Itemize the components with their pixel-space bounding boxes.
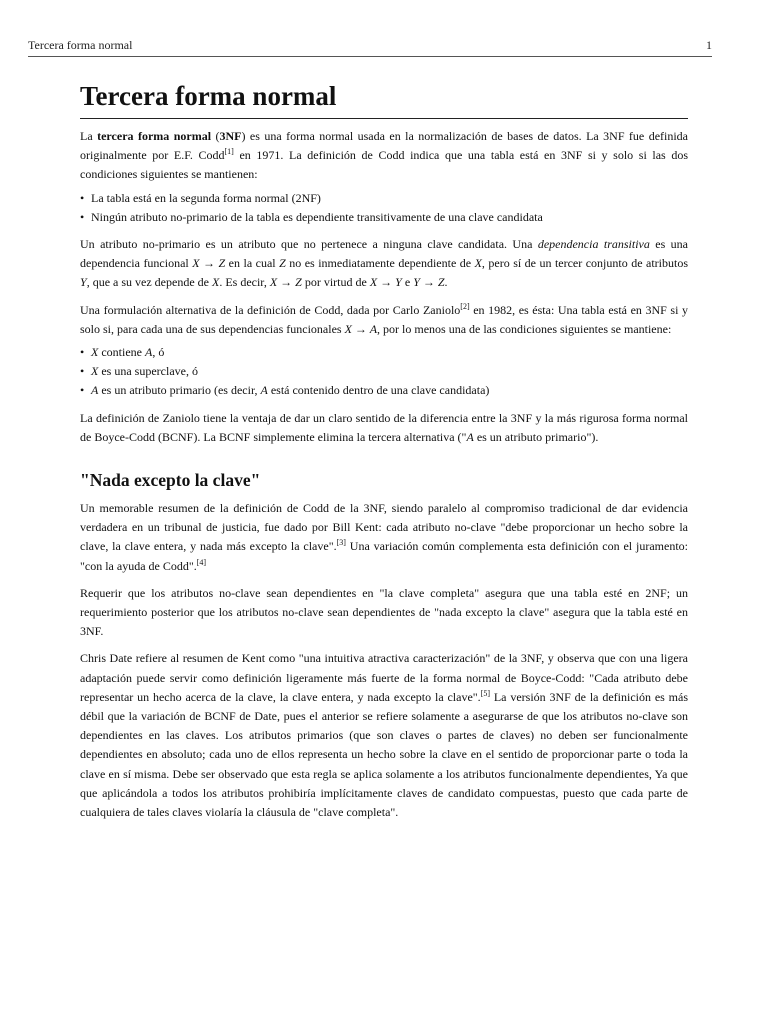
text-run: en la cual <box>225 256 280 271</box>
text-run: , ó <box>152 345 165 360</box>
text-run: , por lo menos una de las condiciones siguientes se mantiene: <box>377 321 672 336</box>
text-run: está contenido dentro de una clave candidata) <box>267 383 490 398</box>
page-title: Tercera forma normal <box>80 76 688 119</box>
bold-abbrev: 3NF <box>219 129 242 143</box>
text-run: La versión 3NF de la definición es más débil que la variación de BCNF de Date, pues el anterior se refiere solamente a asegurarse de que los atributos no-clave son dependientes en las claves. Los atributos primarios (que son claves o partes de claves) no deben ser funcionalmente dependientes en absoluto; cada uno de ellos representa un hecho sobre la clave en el sentido de proporcionar parte o toda la clave en sí misma. Debe ser observado que esta regla se aplica solamente a los atributos funcionalmente dependientes, Ya que que aplicándola a todos los atributos prohibiría implícitamente claves de candidato compuestas, puesto que cada parte de cualquiera de tales claves violaría la cláusula de "clave completa". <box>80 689 688 820</box>
text-run: es una dependencia funcional <box>80 237 689 271</box>
italic-term: dependencia transitiva <box>537 237 650 252</box>
bold-term: tercera forma normal <box>97 129 212 143</box>
list-item: • La tabla está en la segunda forma normal (2NF) <box>80 189 688 208</box>
math-expression: X → Z <box>269 275 302 290</box>
math-variable: A <box>466 429 474 444</box>
math-variable: Z <box>279 256 286 271</box>
text-run: La <box>80 129 98 143</box>
math-variable: X <box>211 275 220 290</box>
citation-link[interactable]: [3] <box>336 538 346 548</box>
zaniolo-paragraph <box>80 301 688 339</box>
section-heading: "Nada excepto la clave" <box>80 470 261 491</box>
list-item <box>80 381 688 400</box>
text-run: ) es una forma normal usada en la normalización de bases de datos. La 3NF fue definida originalmente por E.F. Codd <box>80 129 689 163</box>
list-item: • Ningún atributo no-primario de la tabla es dependiente transitivamente de una clave candidata <box>80 208 688 227</box>
math-variable: A <box>260 383 268 398</box>
kent-paragraph <box>80 499 688 576</box>
text-run: es una superclave, ó <box>98 364 198 379</box>
math-expression: X → Y <box>369 275 402 290</box>
math-expression: Y → Z <box>413 275 445 290</box>
text-run: es un atributo primario"). <box>473 429 599 444</box>
conditions-list <box>80 189 688 227</box>
full-key-paragraph: Requerir que los atributos no-clave sean dependientes en "la clave completa" asegura que una tabla esté en 2NF; un requerimiento posterior que los atributos no-clave sean dependientes de "nada excepto la clave" asegura que la tabla esté en 3NF. <box>80 585 688 639</box>
math-variable: X <box>474 256 482 271</box>
math-variable: A <box>91 383 99 398</box>
intro-paragraph <box>80 127 688 185</box>
text-run: , que a su vez depende de <box>86 275 212 290</box>
text-run: es un atributo primario (es decir, <box>98 383 261 398</box>
text-run: . <box>444 275 448 290</box>
citation-link[interactable]: [1] <box>224 147 234 157</box>
text-run: Un memorable resumen de la definición de Codd de la 3NF, siendo paralelo al compromiso tradicional de dar evidencia verdadera en un tribunal de justicia, fue dado por Bill Kent: cada atributo no-clave "debe proporcionar un hecho sobre la clave, la clave entera, y nada más excepto la clave". <box>80 501 688 554</box>
text-run: contiene <box>98 345 145 360</box>
citation-link[interactable]: [5] <box>480 688 491 698</box>
math-variable: Y <box>80 275 87 290</box>
header-divider <box>28 56 712 57</box>
article-body <box>80 76 688 822</box>
text-run: por virtud de <box>301 275 370 290</box>
text-run: e <box>401 275 414 290</box>
date-paragraph <box>80 649 688 822</box>
text-run: , pero sí de un tercer conjunto de atributos <box>481 256 689 271</box>
text-run: Chris Date refiere al resumen de Kent como "una intuitiva atractiva caracterización" de la 3NF, y observa que con una ligera adaptación puede servir como definición ligeramente más fuerte de la forma normal de Boyce-Codd: "Cada atributo debe representar un hecho acerca de la clave, la clave entera, y nada excepto la clave". <box>80 651 688 704</box>
list-item <box>80 362 688 381</box>
text-run: ( <box>211 129 220 143</box>
text-run: La definición de Zaniolo tiene la ventaja de dar un claro sentido de la diferencia entre la 3NF y la más rigurosa forma normal de Boyce-Codd (BCNF). La BCNF simplemente elimina la tercera alternativa (" <box>80 410 688 444</box>
text-run: en 1971. La definición de Codd indica que una tabla está en 3NF si y solo si las dos condiciones siguientes se mantienen: <box>80 148 688 182</box>
list-item <box>80 343 688 362</box>
text-run: Una formulación alternativa de la definición de Codd, dada por Carlo Zaniolo <box>80 302 461 317</box>
transitive-dependency-paragraph <box>80 235 688 293</box>
text-run: Un atributo no-primario es un atributo que no pertenece a ninguna clave candidata. Una <box>80 237 538 252</box>
text-run: en 1982, es ésta: Una tabla está en 3NF si y solo si, para cada una de sus dependencias funcionales <box>80 302 688 336</box>
math-variable: X <box>91 345 99 360</box>
citation-link[interactable]: [2] <box>460 301 470 311</box>
math-expression: X → Z <box>192 256 226 271</box>
zaniolo-conditions-list <box>80 343 688 401</box>
page-number: 1 <box>706 38 712 52</box>
text-run: no es inmediatamente dependiente de <box>285 256 475 271</box>
text-run: . Es decir, <box>219 275 270 290</box>
bcnf-paragraph <box>80 409 688 447</box>
math-variable: A <box>145 345 153 360</box>
running-header <box>28 38 712 53</box>
citation-link[interactable]: [4] <box>196 557 207 567</box>
math-expression: X → A <box>344 321 378 336</box>
running-header-title: Tercera forma normal <box>28 38 133 52</box>
text-run: Una variación común complementa esta definición con el juramento: "con la ayuda de Codd". <box>80 539 688 573</box>
math-variable: X <box>91 364 99 379</box>
